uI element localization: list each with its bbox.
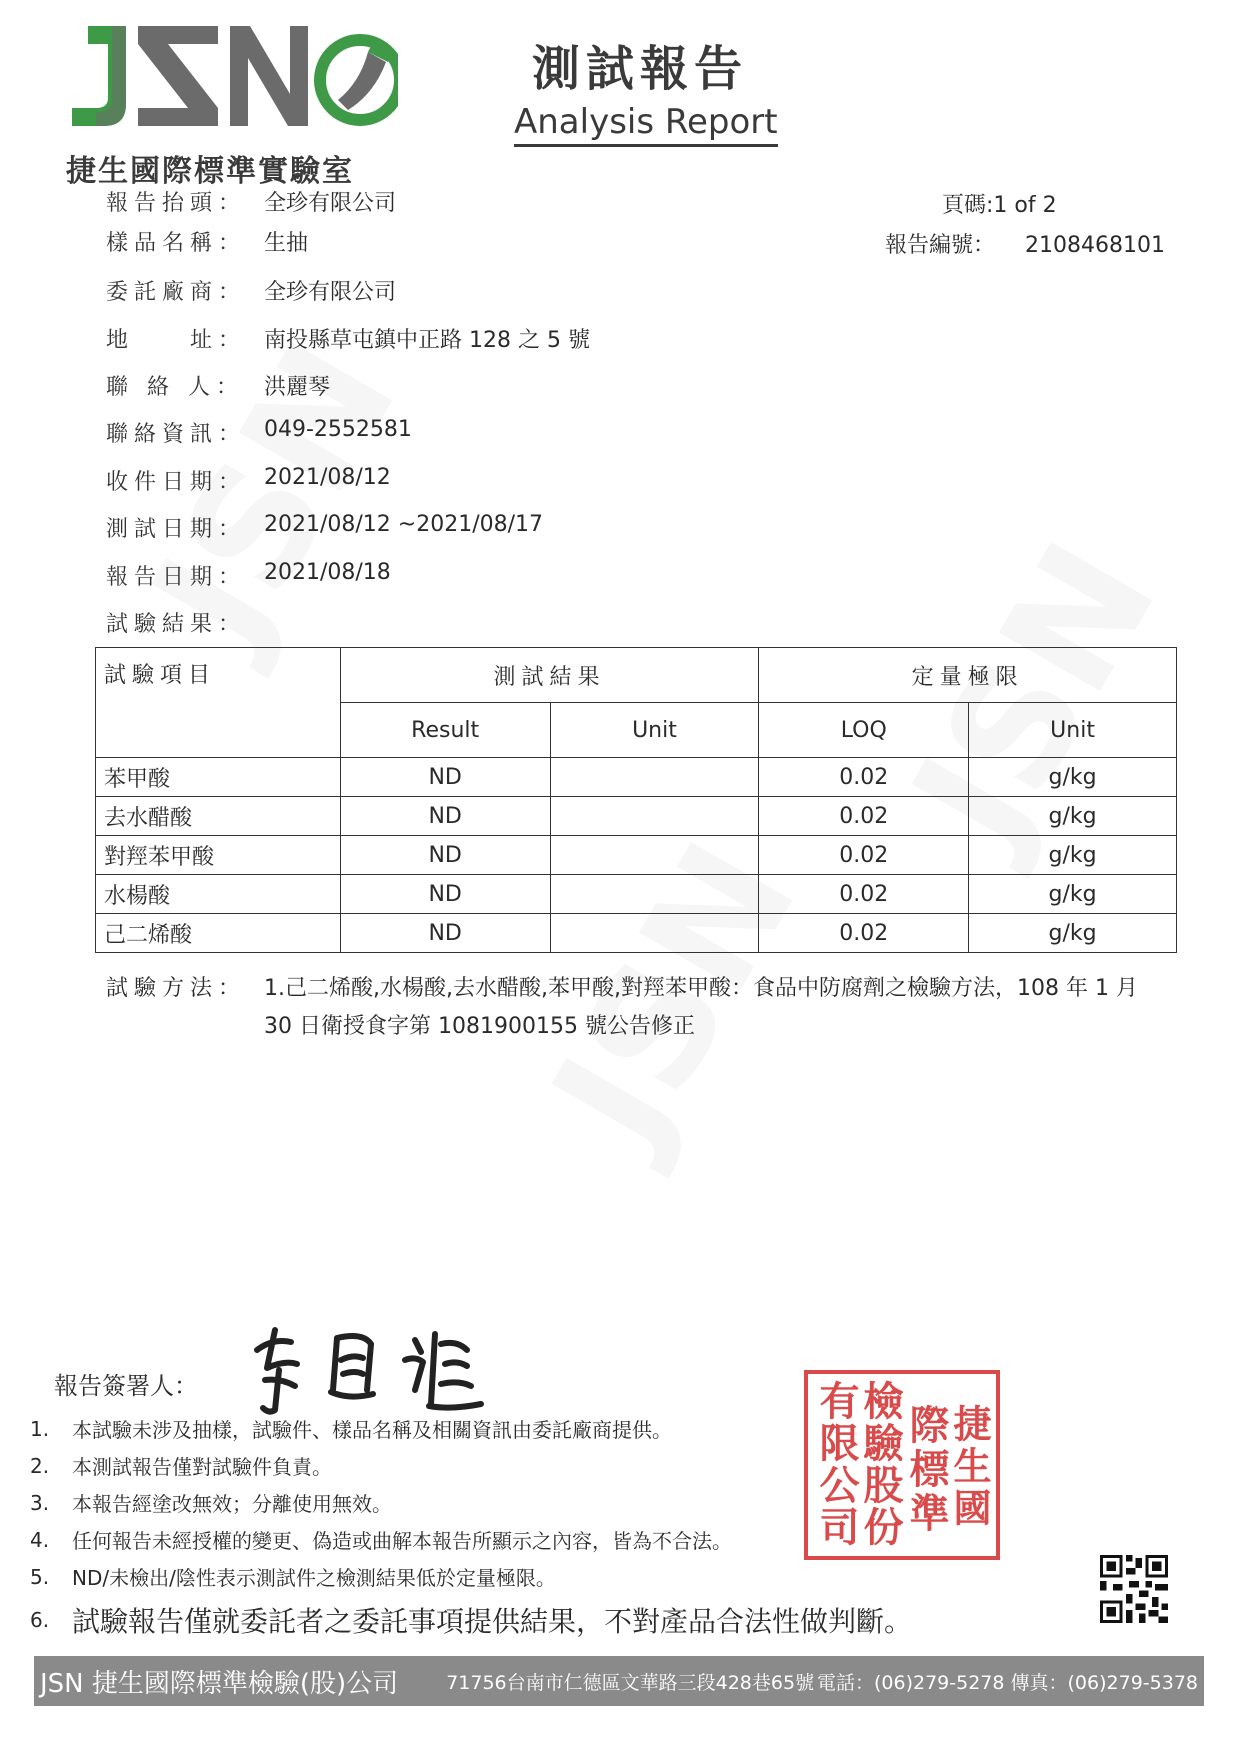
note-text: 本測試報告僅對試驗件負責。 (72, 1455, 332, 1479)
field-value: 洪麗琴 (264, 375, 331, 400)
cell-unit (550, 914, 759, 953)
field-report-header (106, 186, 396, 217)
footer-address: 71756台南市仁德區文華路三段428巷65號 (446, 1671, 815, 1694)
subheader-loq: LOQ (759, 703, 969, 758)
note-text: 本試驗未涉及抽樣，試驗件、樣品名稱及相關資訊由委託廠商提供。 (72, 1418, 672, 1442)
cell-loq: 0.02 (759, 836, 969, 875)
table-row (96, 758, 1177, 797)
cell-item: 苯甲酸 (96, 758, 341, 797)
cell-loq: 0.02 (759, 914, 969, 953)
page-number-value: 1 of 2 (993, 193, 1057, 218)
note-number: 3. (30, 1490, 50, 1515)
page-footer (34, 1656, 1204, 1706)
list-item (30, 1595, 912, 1645)
table-header-row (96, 648, 1177, 703)
signer-label: 報告簽署人： (54, 1372, 198, 1400)
footer-phone: 電話：(06)279-5278 傳真：(06)279-5378 (817, 1671, 1198, 1694)
seal-text-col2: 檢驗股份 (857, 1380, 903, 1548)
list-item (30, 1447, 912, 1484)
jsn-logo (68, 22, 398, 132)
report-title-zh: 測試報告 (532, 41, 749, 97)
field-value: 生抽 (264, 231, 309, 256)
header-quant-limit: 定量極限 (759, 648, 1177, 703)
test-method-line2: 30 日衛授食字第 1081900155 號公告修正 (264, 1014, 695, 1039)
field-test-results (106, 607, 264, 638)
subheader-unit: Unit (550, 703, 759, 758)
field-value: 南投縣草屯鎮中正路 128 之 5 號 (264, 328, 590, 353)
list-item (30, 1521, 912, 1558)
field-label: 收件日期： (106, 470, 247, 495)
cell-item: 對羥苯甲酸 (96, 836, 341, 875)
cell-result: ND (340, 875, 550, 914)
cell-loq-unit: g/kg (969, 875, 1177, 914)
field-label: 報告日期： (106, 565, 247, 590)
list-item (30, 1410, 912, 1447)
field-value: 全珍有限公司 (264, 191, 397, 216)
cell-unit (550, 836, 759, 875)
cell-loq-unit: g/kg (969, 758, 1177, 797)
cell-loq: 0.02 (759, 797, 969, 836)
list-item (30, 1558, 912, 1595)
report-number-label: 報告編號： (885, 233, 996, 258)
field-received-date (106, 465, 391, 496)
cell-loq: 0.02 (759, 875, 969, 914)
note-number: 1. (30, 1416, 50, 1441)
cell-unit (550, 797, 759, 836)
report-title-en: Analysis Report (514, 102, 778, 147)
cell-result: ND (340, 797, 550, 836)
handwritten-signature (245, 1320, 495, 1415)
field-report-date (106, 560, 391, 591)
table-row (96, 914, 1177, 953)
header-test-item: 試驗項目 (96, 648, 341, 758)
report-number (885, 228, 1165, 259)
results-table (95, 647, 1177, 953)
cell-loq-unit: g/kg (969, 797, 1177, 836)
cell-unit (550, 875, 759, 914)
field-test-date (106, 512, 543, 543)
field-label: 聯絡資訊： (106, 422, 247, 447)
header-test-result: 測試結果 (340, 648, 759, 703)
note-number: 2. (30, 1453, 50, 1478)
seal-text-col1: 有限公司 (813, 1380, 859, 1548)
footer-company: JSN 捷生國際標準檢驗(股)公司 (40, 1668, 399, 1699)
note-text: 任何報告未經授權的變更、偽造或曲解本報告所顯示之內容，皆為不合法。 (72, 1529, 732, 1553)
lab-name: 捷生國際標準實驗室 (66, 154, 354, 189)
field-label: 報告抬頭： (106, 191, 247, 216)
field-contact (106, 370, 330, 401)
note-text: ND/未檢出/陰性表示測試件之檢測結果低於定量極限。 (72, 1566, 556, 1590)
cell-result: ND (340, 836, 550, 875)
field-label: 委託廠商： (106, 280, 247, 305)
cell-result: ND (340, 758, 550, 797)
report-number-value: 2108468101 (1025, 233, 1165, 258)
list-item (30, 1484, 912, 1521)
note-text: 本報告經塗改無效；分離使用無效。 (72, 1492, 392, 1516)
note-number: 6. (30, 1608, 50, 1632)
table-row (96, 797, 1177, 836)
page-number-label: 頁碼: (942, 193, 994, 218)
cell-loq: 0.02 (759, 758, 969, 797)
field-value: 全珍有限公司 (264, 280, 397, 305)
cell-item: 己二烯酸 (96, 914, 341, 953)
field-label: 試驗結果： (106, 612, 247, 637)
cell-loq-unit: g/kg (969, 836, 1177, 875)
qr-code (1100, 1555, 1168, 1623)
field-value: 2021/08/12 (264, 465, 391, 490)
field-value: 049-2552581 (264, 417, 412, 442)
field-label: 測試日期： (106, 517, 247, 542)
test-method-label: 試驗方法： (106, 976, 247, 1001)
cell-item: 水楊酸 (96, 875, 341, 914)
field-sample-name (106, 226, 308, 257)
cell-result: ND (340, 914, 550, 953)
field-label: 聯 絡 人： (106, 375, 244, 400)
subheader-loq-unit: Unit (969, 703, 1177, 758)
test-method-line1: 1.己二烯酸,水楊酸,去水醋酸,苯甲酸,對羥苯甲酸：食品中防腐劑之檢驗方法，108 年 1 月 (264, 976, 1138, 1001)
seal-text-col3: 際標準 (903, 1404, 949, 1536)
subheader-result: Result (340, 703, 550, 758)
field-client (106, 275, 396, 306)
cell-item: 去水醋酸 (96, 797, 341, 836)
note-number: 5. (30, 1564, 50, 1589)
field-value: 2021/08/18 (264, 560, 391, 585)
field-value: 2021/08/12 ~2021/08/17 (264, 512, 544, 537)
company-seal-stamp (804, 1370, 1000, 1560)
table-row (96, 836, 1177, 875)
field-label: 樣品名稱： (106, 231, 247, 256)
table-row (96, 875, 1177, 914)
field-label: 地 址： (106, 328, 247, 353)
cell-loq-unit: g/kg (969, 914, 1177, 953)
page-number (942, 188, 1057, 219)
notes-list (30, 1410, 912, 1645)
test-method (106, 970, 1138, 1046)
note-number: 4. (30, 1527, 50, 1552)
field-address (106, 323, 590, 354)
cell-unit (550, 758, 759, 797)
field-contact-info (106, 417, 412, 448)
seal-text-col4: 捷生國 (947, 1404, 991, 1530)
note-text: 試驗報告僅就委託者之委託事項提供結果，不對產品合法性做判斷。 (72, 1605, 913, 1638)
